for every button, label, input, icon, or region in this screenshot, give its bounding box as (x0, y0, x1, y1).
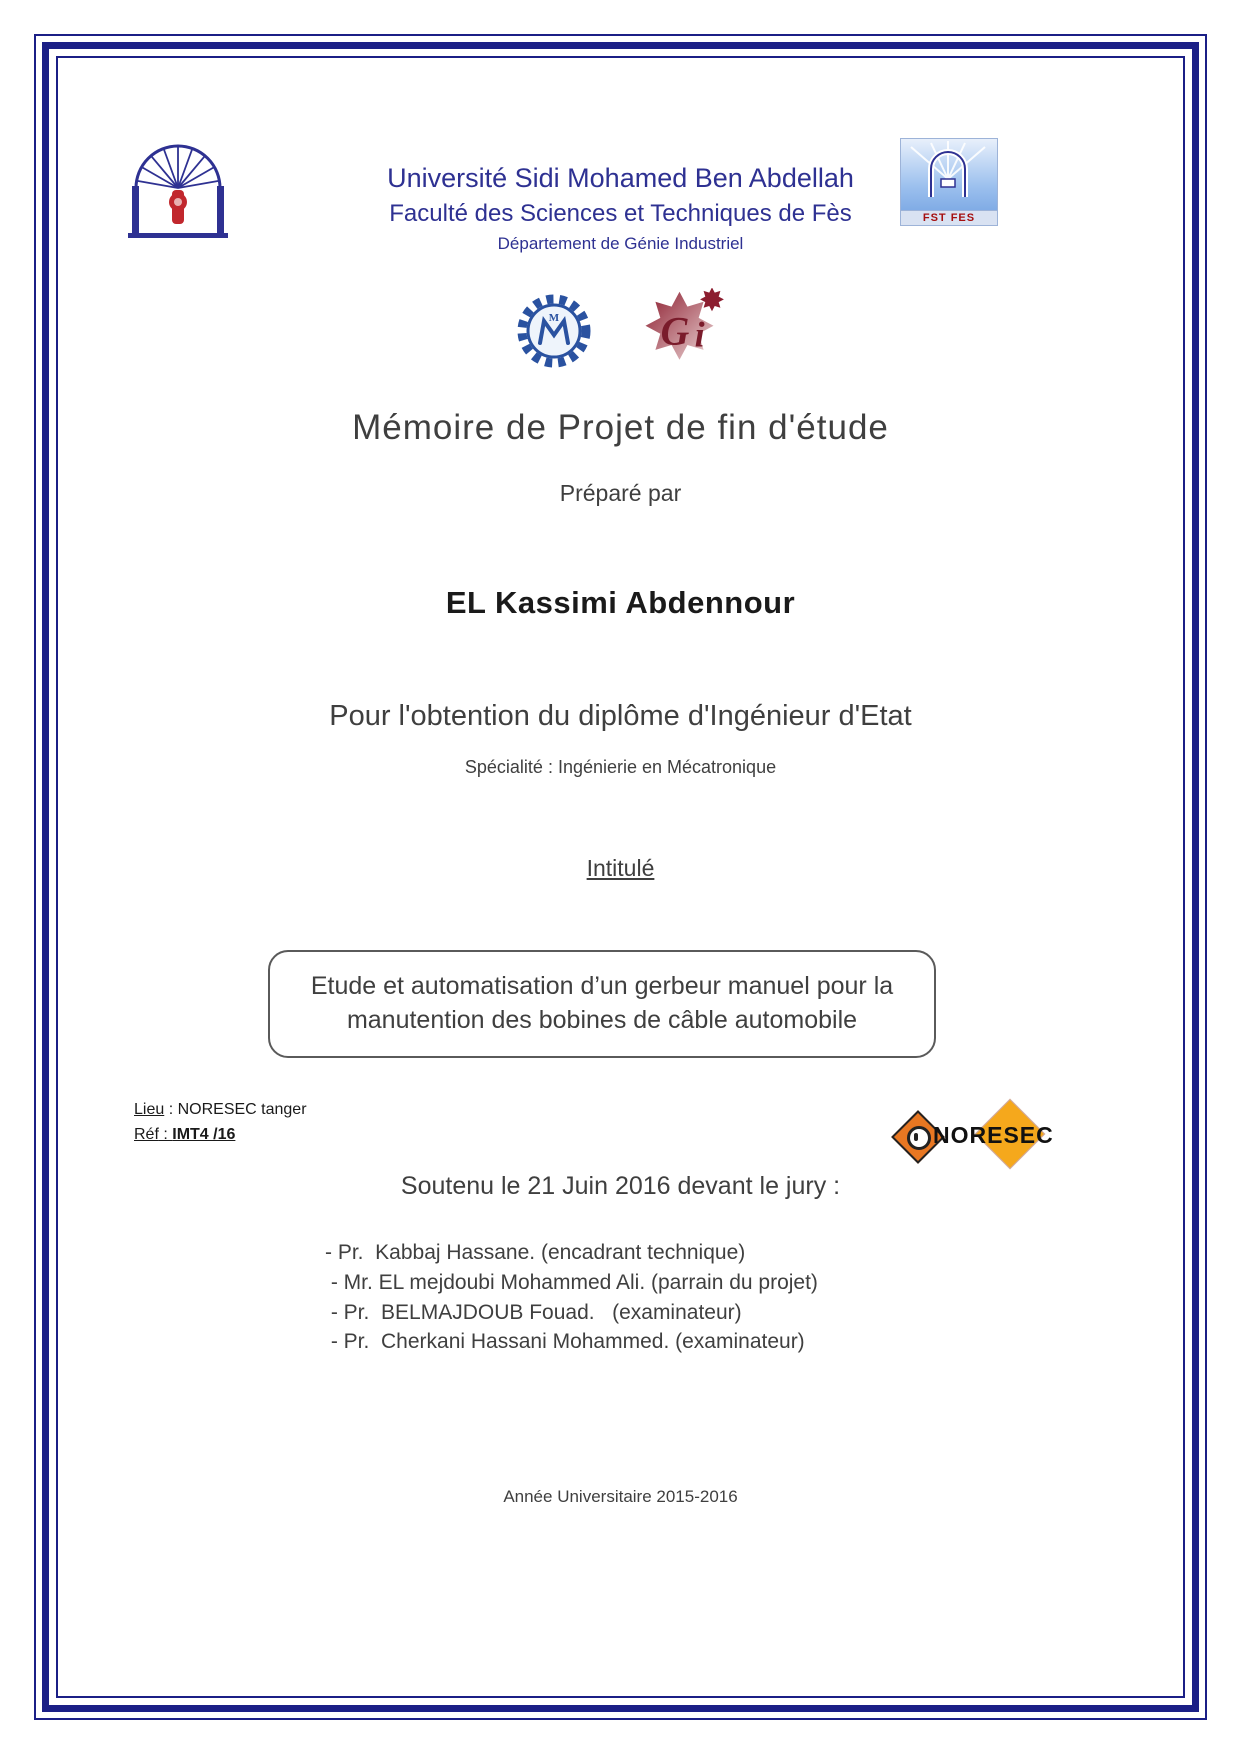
intitule-label: Intitulé (586, 855, 655, 881)
header-text-block (0, 163, 1241, 254)
reference-label: Réf (134, 1125, 159, 1143)
jury-member: - Pr. BELMAJDOUB Fouad. (examinateur) (325, 1300, 742, 1324)
location-label: Lieu (134, 1101, 165, 1118)
academic-year-footer: Année Universitaire 2015-2016 (503, 1487, 738, 1506)
genie-industriel-gi-icon (632, 288, 727, 373)
specialty-line: Spécialité : Ingénierie en Mécatronique (464, 757, 777, 777)
reference-separator: : (158, 1125, 173, 1143)
department-name: Département de Génie Industriel (497, 234, 744, 253)
jury-member: - Pr. Cherkani Hassani Mohammed. (examinateur) (325, 1330, 805, 1354)
svg-text:M: M (548, 311, 560, 324)
jury-member: - Mr. EL mejdoubi Mohammed Ali. (parrain du projet) (325, 1270, 818, 1294)
reference-value: IMT4 /16 (172, 1125, 236, 1143)
mechatronics-gear-icon (514, 291, 594, 371)
university-name: Université Sidi Mohamed Ben Abdellah (387, 163, 854, 193)
degree-line: Pour l'obtention du diplôme d'Ingénieur d'Etat (329, 700, 912, 732)
noresec-logo (893, 1108, 1053, 1166)
location-value: : NORESEC tanger (164, 1101, 307, 1118)
gi-icon-svg (632, 288, 727, 373)
defense-line: Soutenu le 21 Juin 2016 devant le jury : (400, 1172, 841, 1200)
meta-block (134, 1098, 307, 1148)
noresec-bearing-dot (914, 1133, 918, 1141)
project-title-box: Etude et automatisation d’un gerbeur manuel pour la manutention des bobines de câble automobile (268, 950, 936, 1058)
prepared-by-label: Préparé par (559, 480, 682, 506)
gi-letter-g: G (660, 309, 690, 354)
faculty-name: Faculté des Sciences et Techniques de Fès (389, 200, 852, 227)
jury-member: - Pr. Kabbaj Hassane. (encadrant technique) (325, 1241, 746, 1264)
document-title: Mémoire de Projet de fin d'étude (352, 408, 889, 447)
jury-list (325, 1238, 818, 1357)
author-name: EL Kassimi Abdennour (445, 585, 796, 620)
fst-fes-caption: FST FES (901, 210, 997, 225)
location-line (134, 1098, 307, 1123)
gi-letter-i: i (694, 314, 705, 355)
reference-line (134, 1123, 307, 1148)
noresec-wordmark: NORESEC (933, 1122, 1054, 1148)
noresec-bearing-ring-icon (907, 1126, 931, 1150)
gear-icon-svg (514, 291, 594, 371)
department-logos-row (0, 288, 1241, 373)
